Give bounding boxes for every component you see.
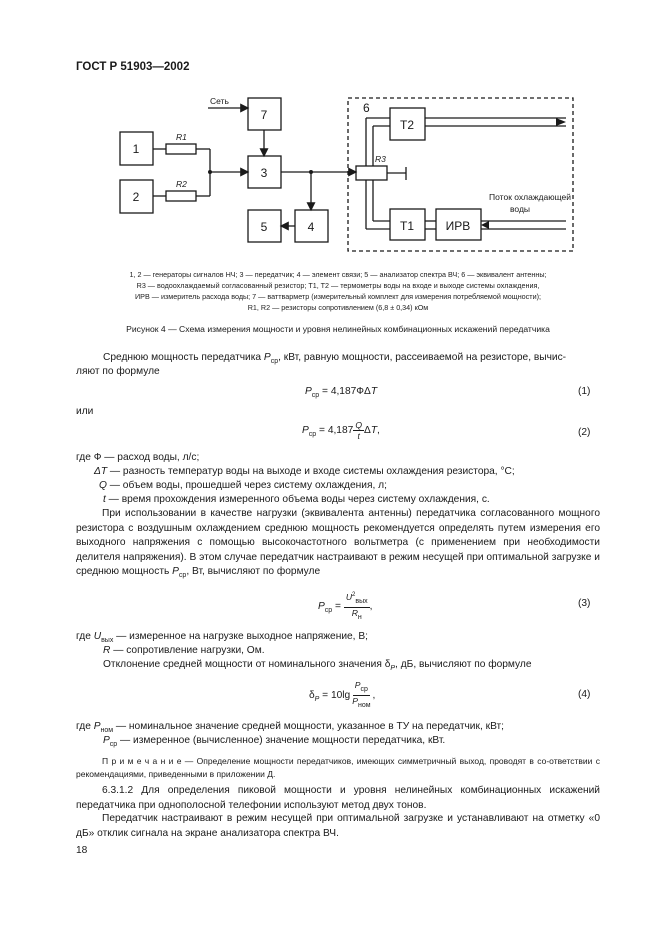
legend-line: 1, 2 — генераторы сигналов НЧ; 3 — передатчик; 4 — элемент связи; 5 — анализатор спектра ВЧ; 6 — эквивалент антенны; <box>129 270 547 279</box>
resistor-r3 <box>356 166 387 180</box>
equation-number-1: (1) <box>578 386 591 397</box>
definition-time: t — время прохождения измеренного объема воды через систему охлаждения, с. <box>103 494 490 505</box>
block-6-label: 6 <box>363 101 370 115</box>
r3-label: R3 <box>375 154 386 164</box>
definition-measured-power: $P_{ср}$ — измеренное (вычисленное) значение мощности передатчика, кВт. <box>103 735 446 748</box>
paragraph-deviation: Отклонение средней мощности от номинального значения $\delta_P$, дБ, вычисляют по формуле <box>103 659 532 672</box>
r2-label: R2 <box>176 179 187 189</box>
definition-resistance: R — сопротивление нагрузки, Ом. <box>103 645 265 656</box>
legend-line: R3 — водоохлаждаемый согласованный резистор; T1, T2 — термометры воды на входе и выходе системы охлаждения, <box>136 281 540 290</box>
definition-nominal-power: где $P_{ном}$ — номинальное значение средней мощности, указанное в ТУ на передатчик, кВт; <box>76 721 505 734</box>
or-word: или <box>76 406 94 417</box>
resistor-r2 <box>166 191 196 201</box>
equation-number-2: (2) <box>578 427 591 438</box>
block-7-label: 7 <box>260 108 268 122</box>
paragraph-air-cooled: При использовании в качестве нагрузки (эквивалента антенны) передатчика согласованного мощного резистора с воздушным охлаждением среднюю мощность рекомендуется определять путем измерения его выходного напряжения с помощью высокочастотного вольтметра (с применением при необходимости делителя напряжения). В этом случае передатчик настраивают в режим несущей при оптимальной загрузке и среднюю мощность $P_{ср}$, Вт, вычисляют по формуле <box>76 508 600 579</box>
flow-in-arrow <box>481 221 489 229</box>
mains-label: Сеть <box>210 96 229 106</box>
block-3-label: 3 <box>260 166 268 180</box>
definition-flow: где Ф — расход воды, л/с; <box>76 452 200 463</box>
block-5-label: 5 <box>260 220 268 234</box>
definition-delta-t: ΔT — разность температур воды на выходе и входе системы охлаждения резистора, °C; <box>94 466 515 477</box>
formula-3: $P_{ср}$ = $\frac{U^2_{вых}}{R_н}$ , <box>318 591 373 621</box>
formula-4: $\delta_P = 10\lg$ $\frac{P_{ср}}{P_{ном}}$ , <box>309 680 376 709</box>
r1-label: R1 <box>176 132 187 142</box>
flow-label-line2: воды <box>509 204 531 214</box>
legend-line: R1, R2 — резисторы сопротивлением (6,8 ± 0,34) кОм <box>247 303 429 312</box>
flow-out-arrow <box>556 118 566 126</box>
paragraph-two-tone: 6.3.1.2 Для определения пиковой мощности и уровня нелинейных комбинационных искажений передатчика при однополосной телефонии используют метод двух тонов. <box>76 785 600 811</box>
formula-1: $P_{ср} = 4,187Ф\Delta T$ <box>305 386 378 399</box>
page-number: 18 <box>76 845 88 856</box>
formula-2: $P_{ср} = 4,187$ $\frac{Q}{t}$ ΔT, <box>302 420 380 441</box>
resistor-r1 <box>166 144 196 154</box>
equation-number-4: (4) <box>578 689 591 700</box>
t2-label: T2 <box>399 118 415 132</box>
equation-number-3: (3) <box>578 598 591 609</box>
figure-caption: Рисунок 4 — Схема измерения мощности и уровня нелинейных комбинационных искажений передатчика <box>126 324 550 334</box>
definition-voltage: где $U_{вых}$ — измеренное на нагрузке выходное напряжение, В; <box>76 631 368 644</box>
irv-label: ИРВ <box>445 219 471 233</box>
legend-line: ИРВ — измеритель расхода воды; 7 — ваттварметр (измерительный комплект для измерения потребляемой мощности); <box>135 292 541 301</box>
block-4-label: 4 <box>307 220 315 234</box>
block-2-label: 2 <box>132 190 140 204</box>
block-1-label: 1 <box>132 142 140 156</box>
paragraph-average-power-cont: ляют по формуле <box>76 366 160 377</box>
note: П р и м е ч а н и е — Определение мощности передатчиков, имеющих симметричный выход, проводят в со-ответствии с рекомендациями, приведенными в приложении Д. <box>76 756 600 779</box>
t1-label: T1 <box>399 219 415 233</box>
paragraph-average-power: Среднюю мощность передатчика $P_{ср}$, кВт, равную мощности, рассеиваемой на резисторе, вычис- <box>103 352 567 365</box>
definition-volume: Q — объем воды, прошедшей через систему охлаждения, л; <box>99 480 387 491</box>
paragraph-setup: Передатчик настраивают в режим несущей при оптимальной загрузке и устанавливают на отметку «0 дБ» отклик сигнала на экране анализатора спектра ВЧ. <box>76 813 600 839</box>
flow-label-line1: Поток охлаждающей <box>489 192 571 202</box>
document-header: ГОСТ Р 51903—2002 <box>76 61 190 73</box>
